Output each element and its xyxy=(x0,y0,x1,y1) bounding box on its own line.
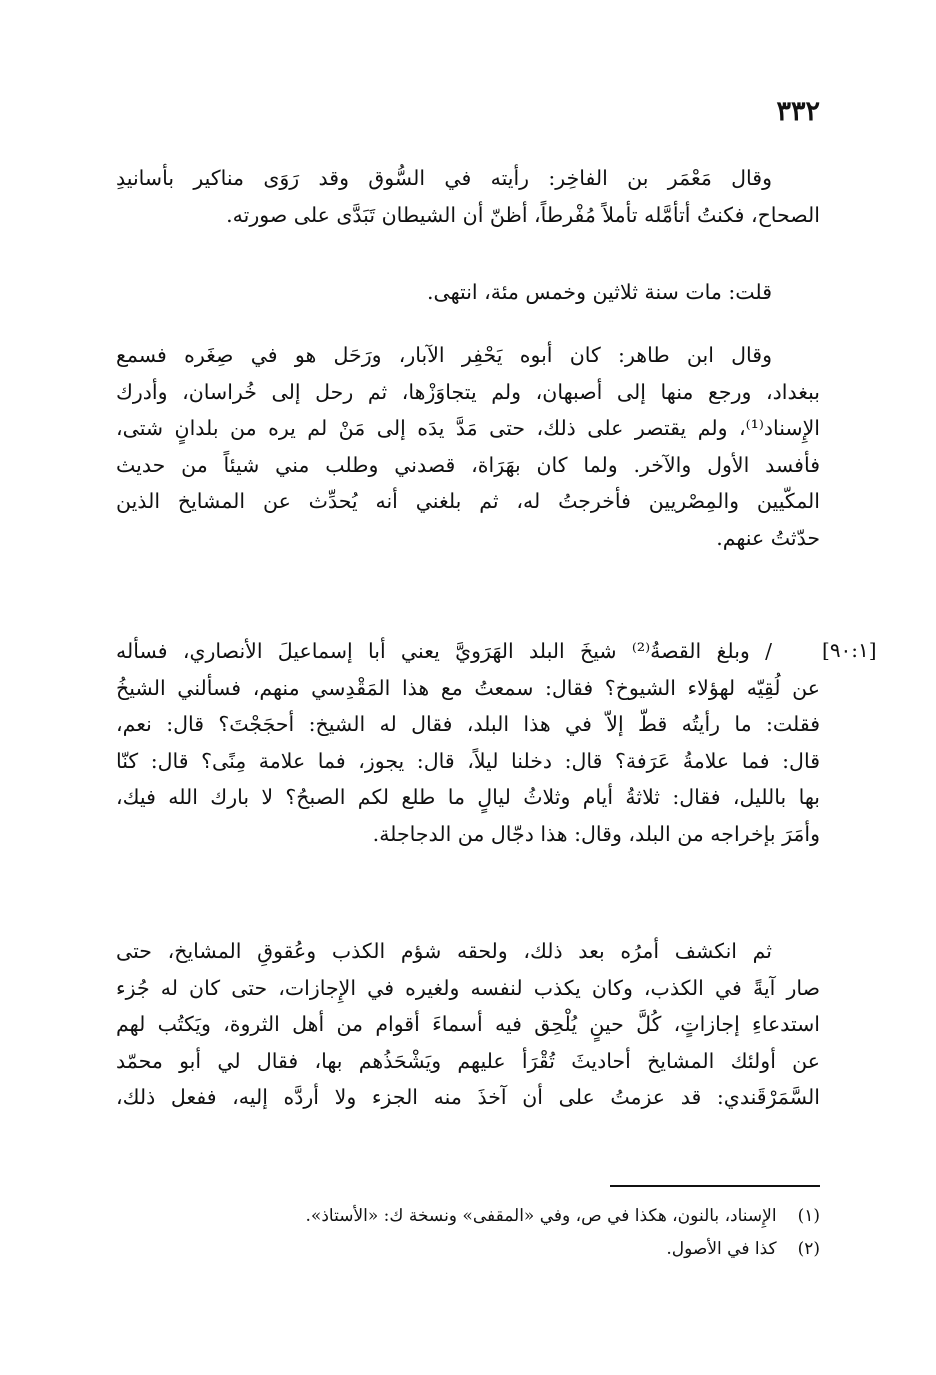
paragraph-4 xyxy=(116,633,820,852)
text-line: عن لُقِيّه لهؤلاء الشيوخ؟ فقال: سمعتُ مع هذا المَقْدِسي منهم، فسألني الشيخُ xyxy=(116,675,820,700)
paragraph-1 xyxy=(116,160,820,233)
footnote-2 xyxy=(116,1233,820,1266)
text-line: / وبلغ القصةُ⁽²⁾ شيخَ البلد الهَرَويَّ يعني أبا إسماعيلَ الأنصاري، فسأله xyxy=(116,639,772,663)
paragraph-5 xyxy=(116,933,820,1116)
text-line: الإِسناد⁽¹⁾، ولم يقتصر على ذلك، حتى مَدَّ يدَه إلى مَنْ لم يره من بلدانٍ شتى، xyxy=(116,416,820,440)
text-line: قال: فما علامةُ عَرَفة؟ قال: دخلنا ليلاً، قال: يجوز، فما علامة مِنًى؟ قال: كنّا xyxy=(116,748,820,773)
text-line: وقال مَعْمَر بن الفاخِر: رأيته في السُّوق وقد رَوَى مناكير بأسانيدِ xyxy=(116,166,772,190)
text-line: المكّيين والمِصْريين فأخرجتُ له، ثم بلغني أنه يُحدِّث عن المشايخ الذين xyxy=(116,489,820,513)
text-line: صار آيةً في الكذب، وكان يكذب لنفسه ولغيره في الإِجازات، حتى كان له جُزء xyxy=(116,975,820,1000)
footnote-divider xyxy=(610,1185,820,1187)
text-line: وأمَرَ بإخراجه من البلد، وقال: هذا دجّال من الدجاجلة. xyxy=(372,821,820,846)
page-number: ٣٣٢ xyxy=(776,96,820,127)
footnote-number: (١) xyxy=(797,1206,820,1226)
text-line: فقلت: ما رأيتُه قطّ إلاّ في هذا البلد، فقال له الشيخ: أحجَجْتَ؟ قال: نعم، xyxy=(116,712,820,736)
text-line: الصحاح، فكنتُ أتأمَّله تأملاً مُفْرطاً، أظنّ أن الشيطان تَبَدَّى على صورته. xyxy=(226,202,820,227)
footnote-text: الإِسناد، بالنون، هكذا في ص، وفي «المقفى» ونسخة ك: «الأستاذ». xyxy=(305,1206,777,1226)
footnote-number: (٢) xyxy=(797,1239,820,1259)
footnote-1 xyxy=(116,1200,820,1233)
text-line: قلت: مات سنة ثلاثين وخمس مئة، انتهى. xyxy=(426,280,772,304)
text-line: حدّثتُ عنهم. xyxy=(716,525,820,550)
text-line: عن أولئك المشايخ أحاديثَ تُقْرَأ عليهم ويَشْحَذُهم بها، فقال لي أبو محمّد xyxy=(116,1048,820,1073)
footnote-text: كذا في الأصول. xyxy=(666,1239,777,1259)
text-line: فأفسد الأول والآخر. ولما كان بهَرَاة، قصدني وطلب مني شيئاً من حديث xyxy=(116,452,820,477)
text-line: ببغداد، ورجع منها إلى أصبهان، ولم يتجاوَزْها، ثم رحل إلى خُراسان، وأدرك xyxy=(116,379,820,404)
paragraph-2 xyxy=(116,274,820,311)
margin-reference: [٩٠:١] xyxy=(822,638,877,662)
text-line: ثم انكشف أمرُه بعد ذلك، ولحقه شؤم الكذب وعُقوقِ المشايخ، حتى xyxy=(116,939,772,963)
text-line: استدعاءِ إجازاتٍ، كُلَّ حينٍ يُلْحِق فيه أسماءَ أقوام من أهل الثروة، ويَكتُب لهم xyxy=(116,1012,820,1036)
paragraph-3 xyxy=(116,337,820,556)
text-line: بها بالليل، فقال: ثلاثةُ أيام وثلاثُ ليالٍ ما طلع لكم الصبحُ؟ لا بارك الله فيك، xyxy=(116,785,820,809)
text-line: وقال ابن طاهر: كان أبوه يَحْفِر الآبار، ورَحَل هو في صِغَره فسمع xyxy=(116,343,772,367)
text-line: السَّمَرْقَندي: قد عزمتُ على أن آخذَ منه الجزء ولا أردَّه إليه، ففعل ذلك، xyxy=(116,1085,820,1109)
footnotes xyxy=(116,1200,820,1266)
